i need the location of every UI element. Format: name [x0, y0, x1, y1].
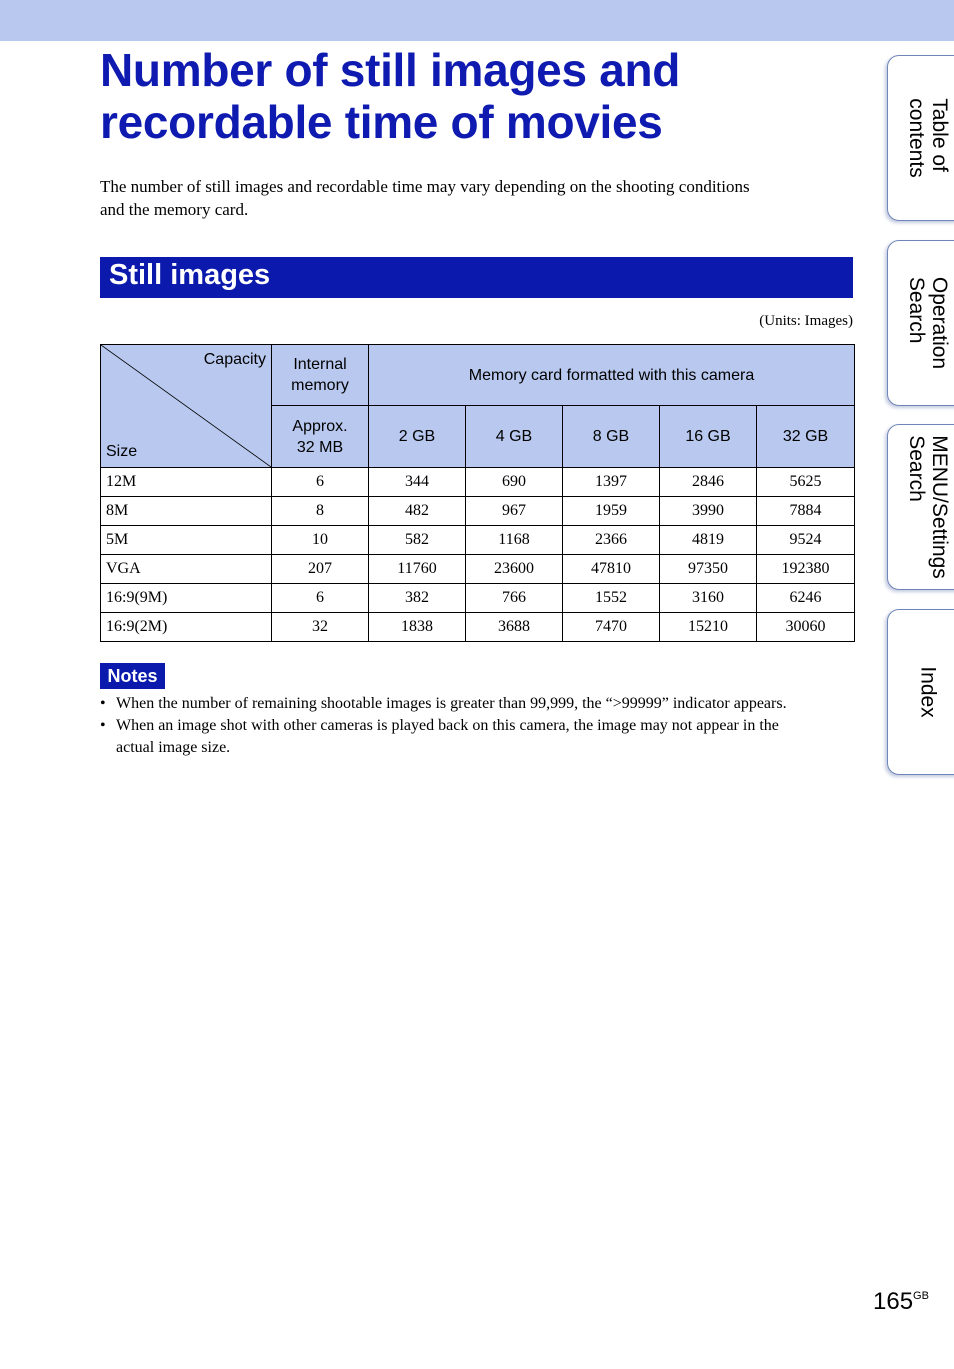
internal-memory-header-line-2: memory	[291, 377, 349, 394]
table-cell: 47810	[563, 555, 660, 584]
table-cell: 97350	[660, 555, 757, 584]
page-number-suffix: GB	[913, 1290, 929, 1302]
row-size-label: VGA	[101, 555, 272, 584]
tab-index[interactable]	[887, 609, 954, 775]
table-cell: 1168	[466, 526, 563, 555]
row-size-label: 8M	[101, 497, 272, 526]
table-cell: 3990	[660, 497, 757, 526]
table-cell: 967	[466, 497, 563, 526]
top-banner	[0, 0, 954, 41]
table-row	[101, 468, 855, 497]
row-size-label: 16:9(9M)	[101, 584, 272, 613]
row-size-label: 16:9(2M)	[101, 613, 272, 642]
tab-label-line-1: Operation	[928, 276, 951, 370]
tab-index-label	[917, 666, 940, 717]
note-item	[100, 715, 860, 759]
tab-label-line-1: MENU/Settings	[928, 435, 951, 579]
table-cell: 766	[466, 584, 563, 613]
table-cell: 7470	[563, 613, 660, 642]
table-cell: 1838	[369, 613, 466, 642]
table-row	[101, 555, 855, 584]
table-cell: 6	[272, 584, 369, 613]
internal-capacity-line-1: Approx.	[292, 417, 348, 435]
still-images-table	[100, 344, 855, 642]
tab-operation-search-label	[905, 277, 951, 369]
table-cell: 207	[272, 555, 369, 584]
table-cell: 23600	[466, 555, 563, 584]
internal-memory-header-line-1: Internal	[293, 356, 347, 373]
internal-capacity-header	[272, 406, 369, 468]
page-title-line-1: Number of still images and	[100, 44, 681, 96]
tab-label-line-2: Search	[905, 435, 928, 502]
tab-table-of-contents[interactable]	[887, 55, 954, 221]
table-row	[101, 497, 855, 526]
table-cell: 2846	[660, 468, 757, 497]
row-size-label: 12M	[101, 468, 272, 497]
page-title-line-2: recordable time of movies	[100, 96, 663, 148]
table-cell: 382	[369, 584, 466, 613]
intro-paragraph	[100, 175, 860, 221]
table-cell: 15210	[660, 613, 757, 642]
intro-line-1: The number of still images and recordable time may vary depending on the shooting conditions	[100, 177, 750, 196]
notes-badge: Notes	[100, 663, 165, 689]
card-size-header: 4 GB	[466, 406, 563, 468]
tab-operation-search[interactable]	[887, 240, 954, 406]
table-cell: 6246	[757, 584, 855, 613]
table-cell: 1959	[563, 497, 660, 526]
size-label: Size	[106, 443, 138, 460]
table-cell: 1552	[563, 584, 660, 613]
internal-memory-header	[272, 345, 369, 406]
table-cell: 344	[369, 468, 466, 497]
tab-label-line-2: contents	[905, 98, 928, 178]
table-cell: 192380	[757, 555, 855, 584]
capacity-label: Capacity	[203, 351, 266, 368]
note-line: • When the number of remaining shootable images is greater than 99,999, the “>99999” indicator appears.	[116, 695, 787, 712]
page-number-value: 165	[873, 1288, 914, 1315]
table-row	[101, 613, 855, 642]
table-cell: 1397	[563, 468, 660, 497]
table-cell: 582	[369, 526, 466, 555]
table-cell: 6	[272, 468, 369, 497]
row-size-label: 5M	[101, 526, 272, 555]
note-line: actual image size.	[116, 739, 231, 756]
table-cell: 3160	[660, 584, 757, 613]
table-cell: 3688	[466, 613, 563, 642]
tab-label-line-1: Index	[916, 666, 940, 718]
card-size-header: 32 GB	[757, 406, 855, 468]
table-cell: 32	[272, 613, 369, 642]
table-cell: 11760	[369, 555, 466, 584]
card-size-header: 2 GB	[369, 406, 466, 468]
memory-card-header: Memory card formatted with this camera	[369, 345, 855, 406]
section-heading-still-images: Still images	[100, 257, 853, 298]
table-cell: 5625	[757, 468, 855, 497]
note-item	[100, 693, 860, 715]
intro-line-2: and the memory card.	[100, 200, 249, 219]
table-cell: 7884	[757, 497, 855, 526]
notes-list	[100, 693, 860, 759]
card-size-header: 16 GB	[660, 406, 757, 468]
card-size-header: 8 GB	[563, 406, 660, 468]
table-cell: 10	[272, 526, 369, 555]
tab-label-line-1: Table of	[928, 98, 951, 172]
units-note: (Units: Images)	[759, 313, 853, 329]
table-row	[101, 584, 855, 613]
table-cell: 9524	[757, 526, 855, 555]
internal-capacity-line-2: 32 MB	[296, 438, 344, 456]
tab-label-line-2: Search	[905, 276, 928, 344]
note-line: • When an image shot with other cameras is played back on this camera, the image may not appear in the	[116, 717, 779, 734]
table-cell: 690	[466, 468, 563, 497]
table-cell: 8	[272, 497, 369, 526]
tab-menu-settings-search[interactable]	[887, 424, 954, 590]
table-cell: 30060	[757, 613, 855, 642]
page-title	[100, 44, 860, 148]
table-corner-header	[101, 345, 272, 468]
tab-table-of-contents-label	[905, 98, 951, 177]
table-cell: 2366	[563, 526, 660, 555]
tab-menu-settings-search-label	[905, 435, 951, 579]
table-row	[101, 526, 855, 555]
page-number	[873, 1288, 929, 1316]
table-cell: 482	[369, 497, 466, 526]
table-cell: 4819	[660, 526, 757, 555]
